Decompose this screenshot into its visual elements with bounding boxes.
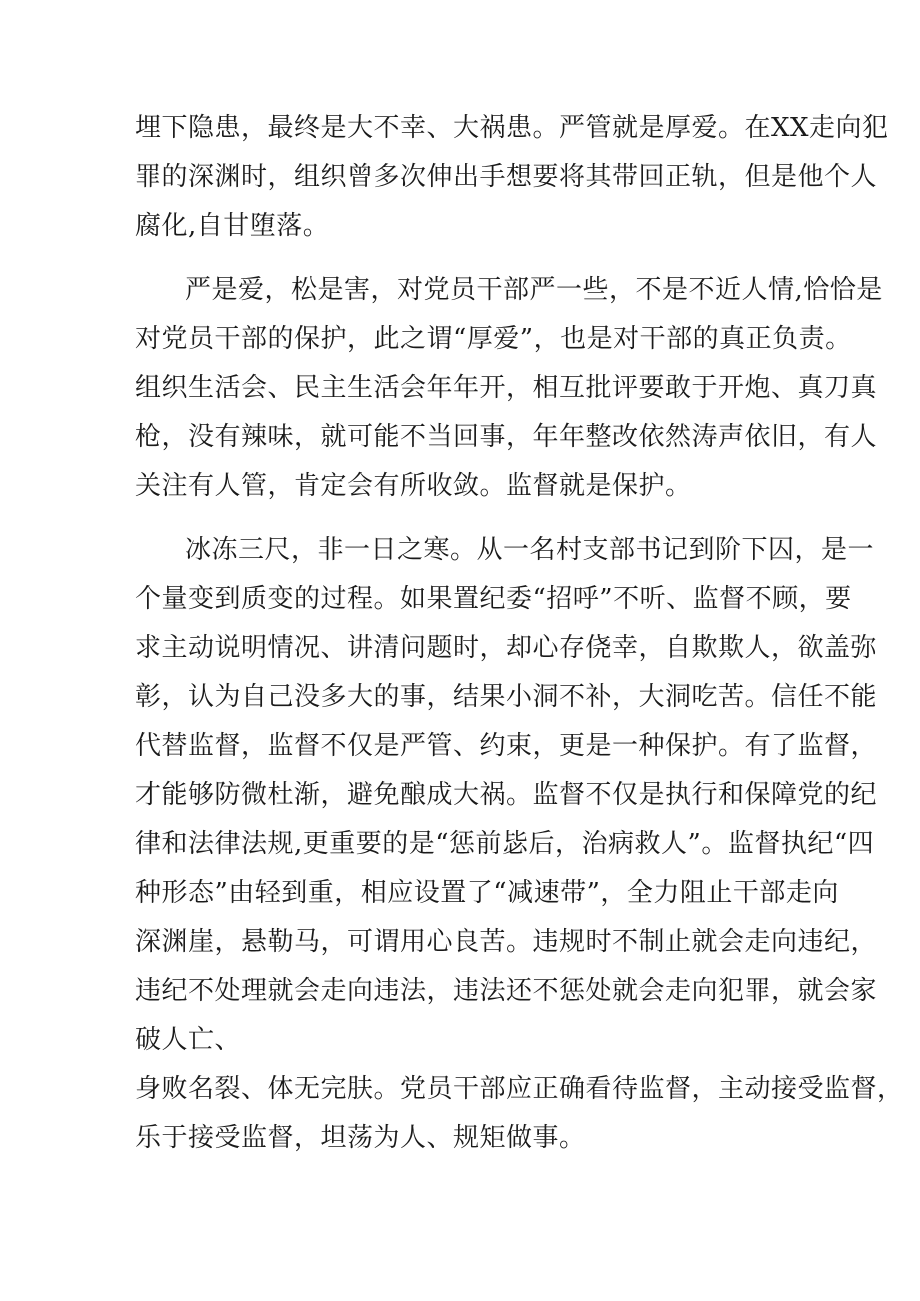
text-line: 才能够防微杜渐，避免酿成大祸。监督不仅是执行和保障党的纪 [135,780,878,810]
text-line: 组织生活会、民主生活会年年开，相互批评要敢于开炮、真刀真 [135,373,878,403]
text-line: 律和法律法规,更重要的是“惩前毖后，治病救人”。监督执纪“四 [135,829,875,859]
text-line: 枪，没有辣味，就可能不当回事，年年整改依然涛声依旧，有人 [135,422,878,452]
text-line: 罪的深渊时，组织曾多次伸出手想要将其带回正轨，但是他个人 [135,162,878,192]
text-line: 对党员干部的保护，此之谓“厚爱”，也是对干部的真正负责。 [135,324,852,354]
text-line: 彰，认为自己没多大的事，结果小洞不补，大洞吃苦。信任不能 [135,682,878,712]
text-line: 代替监督，监督不仅是严管、约束，更是一种保护。有了监督， [135,731,878,761]
text-line: 乐于接受监督，坦荡为人、规矩做事。 [135,1123,586,1153]
paragraph-start-line: 严是爱，松是害，对党员干部严一些，不是不近人情,恰恰是 [185,275,883,305]
text-line: 埋下隐患，最终是大不幸、大祸患。严管就是厚爱。在XX走向犯 [135,113,889,143]
text-line: 种形态”由轻到重，相应设置了“减速带”，全力阻止干部走向 [135,878,839,908]
text-line: 关注有人管，肯定会有所收敛。监督就是保护。 [135,471,692,501]
text-line: 违纪不处理就会走向违法，违法还不惩处就会走向犯罪，就会家 [135,976,878,1006]
text-line: 深渊崖，悬勒马，可谓用心良苦。违规时不制止就会走向违纪， [135,927,878,957]
paragraph-start-line: 冰冻三尺，非一日之寒。从一名村支部书记到阶下囚，是一 [185,535,875,565]
text-line: 身败名裂、体无完肤。党员干部应正确看待监督，主动接受监督， [135,1074,904,1104]
text-line: 求主动说明情况、讲清问题时，却心存侥幸，自欺欺人，欲盖弥 [135,633,878,663]
text-line: 腐化,自甘堕落。 [135,211,330,241]
text-line: 破人亡、 [135,1025,242,1055]
text-line: 个量变到质变的过程。如果置纪委“招呼”不听、监督不顾，要 [135,584,852,614]
body-text [135,104,904,1163]
